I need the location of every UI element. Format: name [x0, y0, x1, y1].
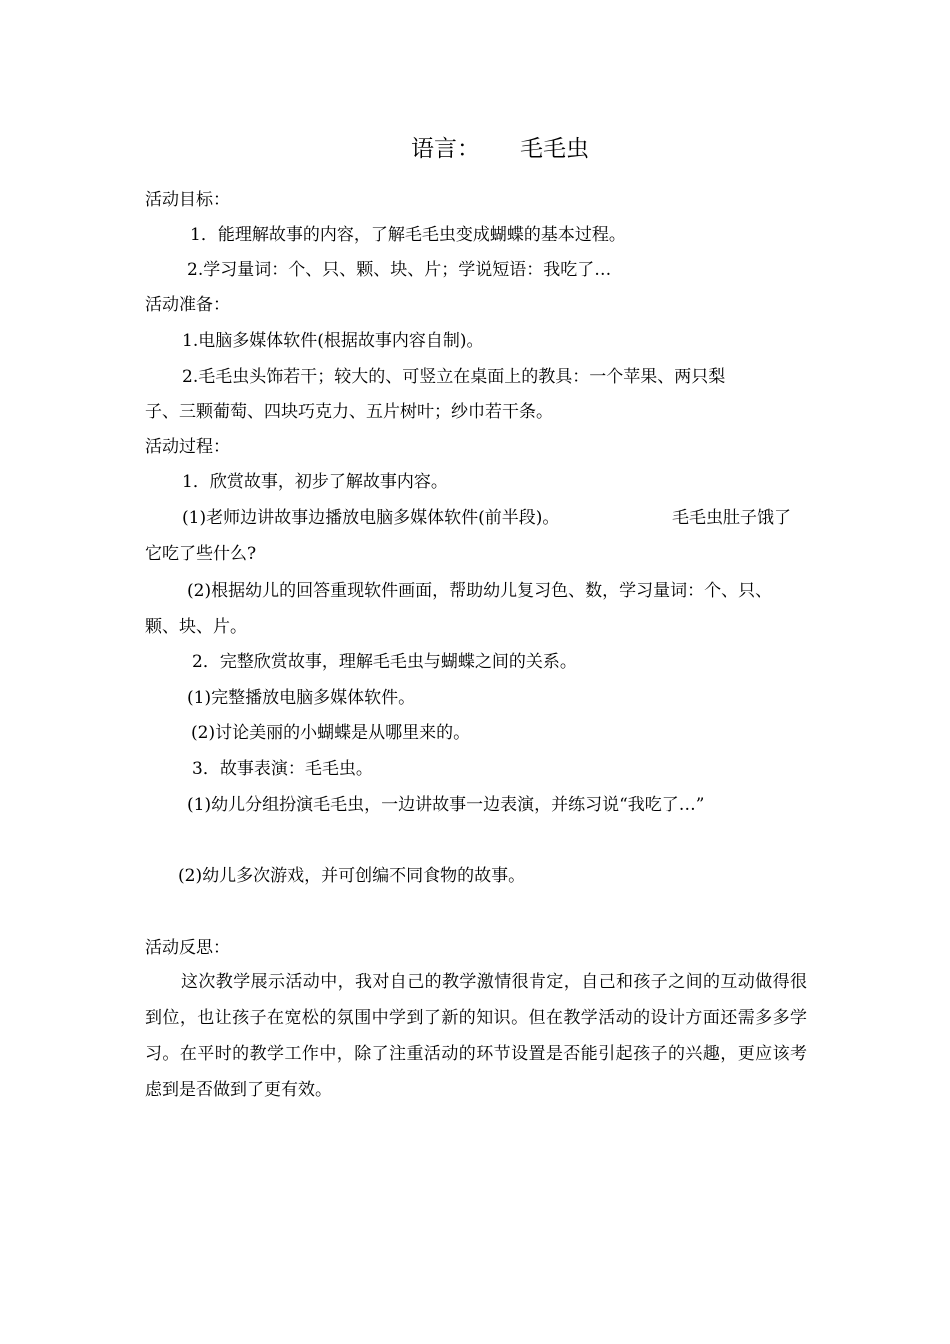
process-step-1: 1．欣赏故事，初步了解故事内容。	[182, 472, 448, 492]
process-step-2: 2．完整欣赏故事，理解毛毛虫与蝴蝶之间的关系。	[192, 652, 577, 672]
goal-item-1: 1．能理解故事的内容，了解毛毛虫变成蝴蝶的基本过程。	[190, 225, 626, 245]
process-heading: 活动过程：	[145, 437, 230, 457]
prep-item-2-line-2: 子、三颗葡萄、四块巧克力、五片树叶；纱巾若干条。	[145, 402, 553, 422]
goals-heading: 活动目标：	[145, 190, 230, 210]
prep-item-1: 1.电脑多媒体软件(根据故事内容自制)。	[182, 331, 484, 351]
process-step-3b: (2)幼儿多次游戏，并可创编不同食物的故事。	[178, 866, 526, 886]
prep-item-2-line-1: 2.毛毛虫头饰若干；较大的、可竖立在桌面上的教具：一个苹果、两只梨	[182, 367, 726, 387]
goal-item-2: 2.学习量词：个、只、颗、块、片；学说短语：我吃了…	[187, 260, 612, 280]
process-step-2a: (1)完整播放电脑多媒体软件。	[187, 688, 416, 708]
process-step-1a-question: 毛毛虫肚子饿了	[672, 508, 791, 528]
process-step-2b: (2)讨论美丽的小蝴蝶是从哪里来的。	[191, 723, 471, 743]
reflection-body: 这次教学展示活动中，我对自己的教学激情很肯定，自己和孩子之间的互动做得很到位，也让孩子在宽松的氛围中学到了新的知识。但在教学活动的设计方面还需多多学习。在平时的教学工作中，除了注重活动的环节设置是否能引起孩子的兴趣，更应该考虑到是否做到了更有效。	[145, 972, 807, 1100]
process-step-1b-line-1: (2)根据幼儿的回答重现软件画面，帮助幼儿复习色、数，学习量词：个、只、	[187, 581, 773, 601]
process-step-1b-line-2: 颗、块、片。	[145, 617, 247, 637]
process-step-1a: (1)老师边讲故事边播放电脑多媒体软件(前半段)。	[182, 508, 560, 528]
prep-heading: 活动准备：	[145, 295, 230, 315]
process-step-3: 3．故事表演：毛毛虫。	[192, 759, 373, 779]
process-step-1a-cont: 它吃了些什么?	[145, 544, 257, 564]
process-step-3a: (1)幼儿分组扮演毛毛虫，一边讲故事一边表演，并练习说“我吃了…”	[187, 795, 705, 815]
document-title	[0, 134, 950, 164]
reflection-heading: 活动反思：	[145, 938, 230, 958]
title-main: 毛毛虫	[520, 136, 589, 162]
title-prefix: 语言：	[411, 136, 480, 162]
